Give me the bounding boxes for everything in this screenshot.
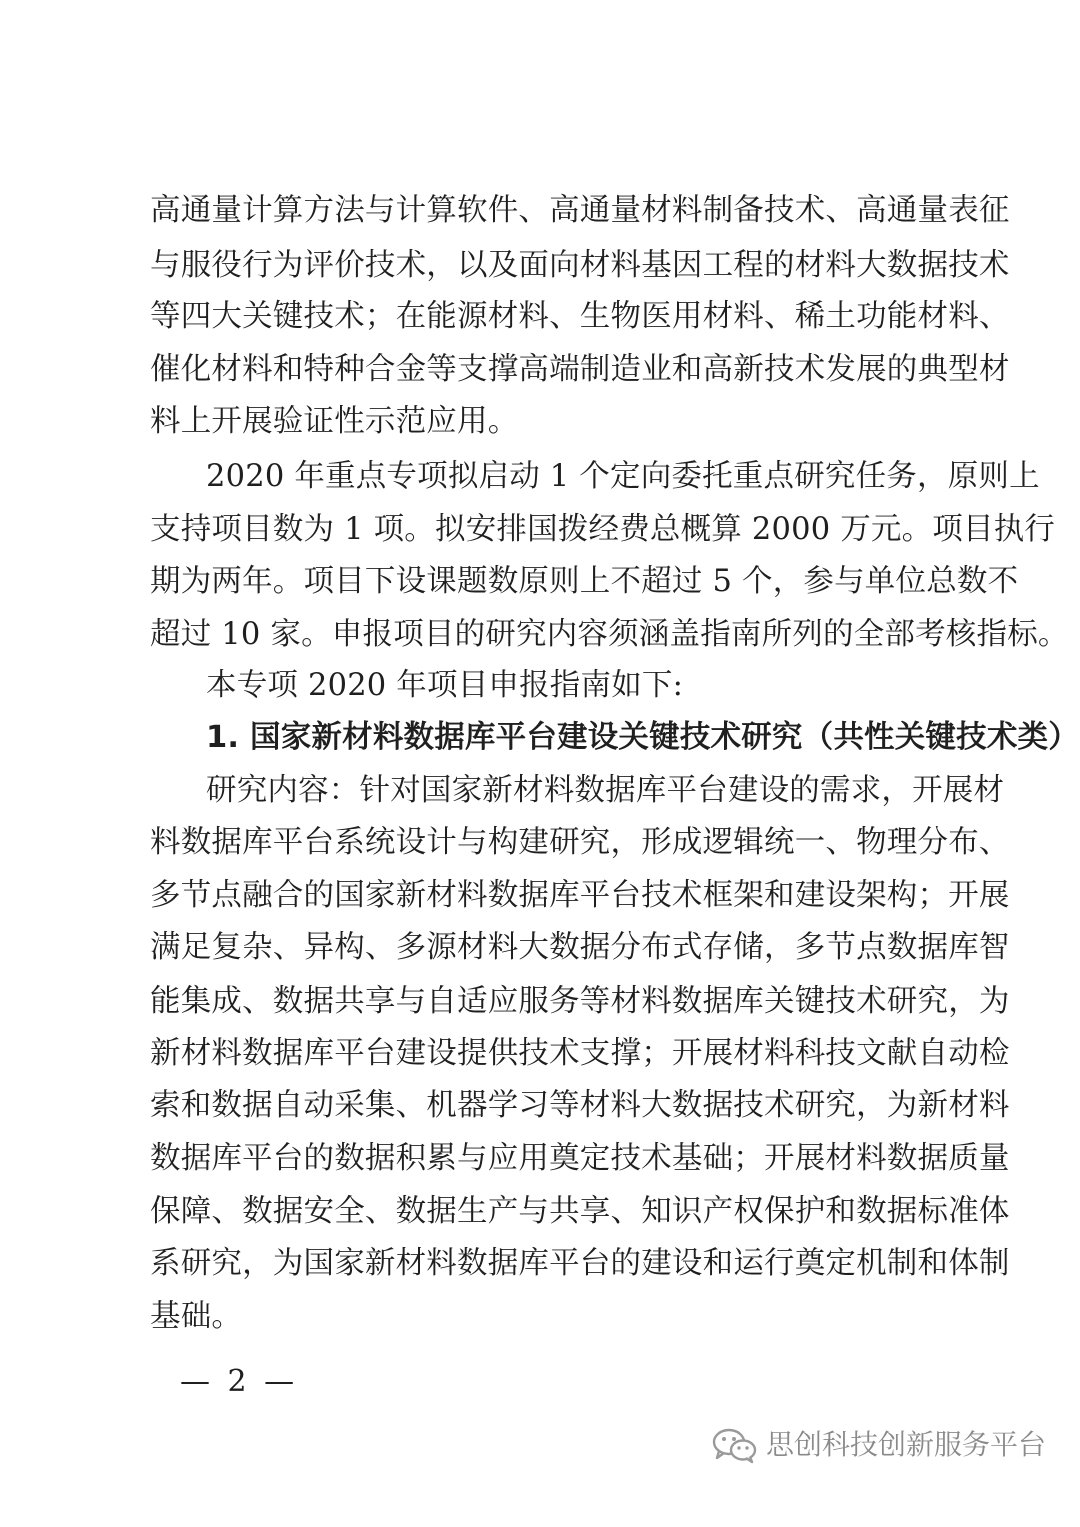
text-line: 能集成、数据共享与自适应服务等材料数据库关键技术研究，为 bbox=[150, 984, 1010, 1019]
text-line: 新材料数据库平台建设提供技术支撑；开展材料科技文献自动检 bbox=[150, 1036, 1010, 1071]
text-line: 与服役行为评价技术，以及面向材料基因工程的材料大数据技术 bbox=[150, 248, 1010, 283]
text-line: 等四大关键技术；在能源材料、生物医用材料、稀土功能材料、 bbox=[150, 299, 1010, 334]
text-line: 支持项目数为 1 项。拟安排国拨经费总概算 2000 万元。项目执行 bbox=[150, 512, 1056, 547]
text-line: 多节点融合的国家新材料数据库平台技术框架和建设架构；开展 bbox=[150, 878, 1010, 913]
text-line: 保障、数据安全、数据生产与共享、知识产权保护和数据标准体 bbox=[150, 1194, 1010, 1229]
text-line: 基础。 bbox=[150, 1299, 243, 1334]
text-line: 2020 年重点专项拟启动 1 个定向委托重点研究任务，原则上 bbox=[206, 459, 1040, 494]
watermark bbox=[710, 1425, 1046, 1465]
watermark-text: 思创科技创新服务平台 bbox=[765, 1428, 1046, 1461]
text-line: 满足复杂、异构、多源材料大数据分布式存储，多节点数据库智 bbox=[150, 930, 1010, 965]
text-line: 系研究，为国家新材料数据库平台的建设和运行奠定机制和体制 bbox=[150, 1246, 1010, 1281]
text-line: 研究内容：针对国家新材料数据库平台建设的需求，开展材 bbox=[206, 773, 1005, 808]
text-line: 数据库平台的数据积累与应用奠定技术基础；开展材料数据质量 bbox=[150, 1141, 1010, 1176]
text-line: 本专项 2020 年项目申报指南如下: bbox=[206, 668, 684, 703]
text-line: 料上开展验证性示范应用。 bbox=[150, 404, 519, 439]
text-line: 高通量计算方法与计算软件、高通量材料制备技术、高通量表征 bbox=[150, 193, 1010, 228]
text-line: 催化材料和特种合金等支撑高端制造业和高新技术发展的典型材 bbox=[150, 352, 1010, 387]
page-number: — 2 — bbox=[180, 1364, 299, 1399]
text-line: 超过 10 家。申报项目的研究内容须涵盖指南所列的全部考核指标。 bbox=[150, 617, 1069, 652]
wechat-icon bbox=[710, 1426, 758, 1464]
text-line: 索和数据自动采集、机器学习等材料大数据技术研究，为新材料 bbox=[150, 1088, 1010, 1123]
text-line: 料数据库平台系统设计与构建研究，形成逻辑统一、物理分布、 bbox=[150, 825, 1010, 860]
section-heading: 1. 国家新材料数据库平台建设关键技术研究（共性关键技术类） bbox=[206, 720, 1079, 755]
text-line: 期为两年。项目下设课题数原则上不超过 5 个，参与单位总数不 bbox=[150, 564, 1019, 599]
